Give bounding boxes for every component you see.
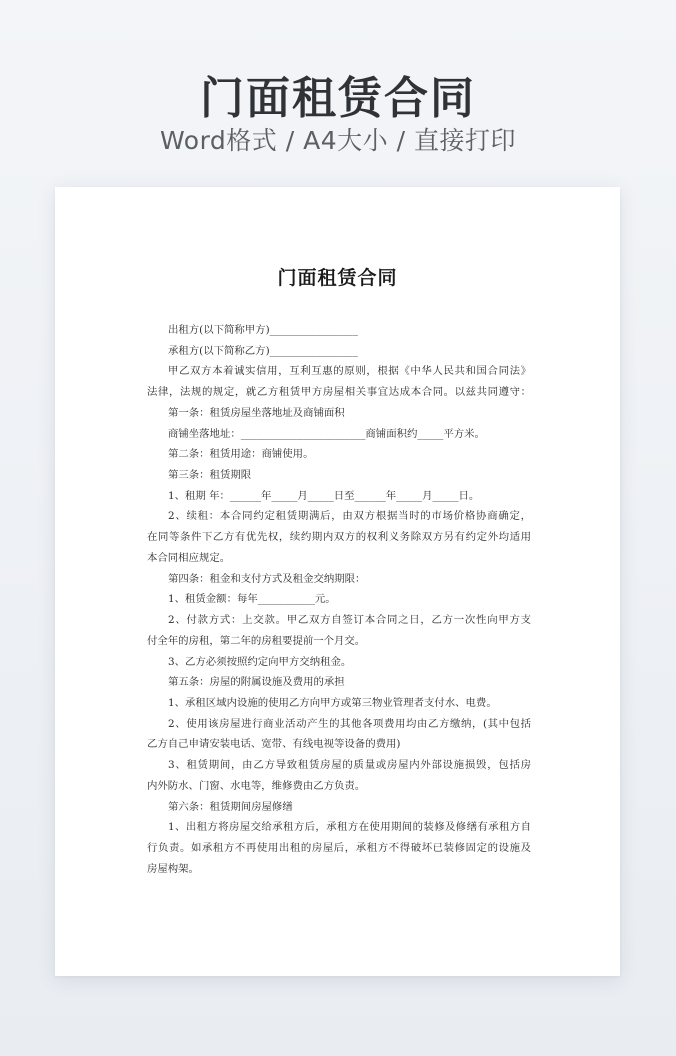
doc-line: 2、续租：本合同约定租赁期满后，由双方根据当时的市场价格协商确定， [168,510,531,523]
document-title: 门面租赁合同 [277,267,398,289]
page-title: 门面租赁合同 [200,73,476,124]
document-body [147,320,531,879]
doc-line: 2、使用该房屋进行商业活动产生的其他各项费用均由乙方缴纳，(其中包括 [168,717,531,730]
doc-line: 商铺坐落地址：________________________商铺面积约_____平方米。 [168,427,485,440]
doc-line: 在同等条件下乙方有优先权，续约期内双方的权利义务除双方另有约定外均适用 [147,531,531,544]
doc-line: 1、出租方将房屋交给承租方后，承租方在使用期间的装修及修缮有承租方自 [168,821,531,834]
doc-line: 第四条：租金和支付方式及租金交纳期限： [168,572,366,585]
page-subtitle: Word格式 / A4大小 / 直接打印 [160,126,516,155]
document-page [55,187,620,976]
doc-line: 3、乙方必须按照约定向甲方交纳租金。 [168,655,352,668]
doc-line: 法律，法规的规定，就乙方租赁甲方房屋相关事宜达成本合同。以兹共同遵守： [147,386,531,399]
doc-line: 本合同相应规定。 [147,551,231,564]
doc-line: 1、租期 年：______年_____月_____日至______年_____月_____日。 [168,489,480,502]
doc-line: 第六条：租赁期间房屋修缮 [168,800,293,813]
doc-line: 1、租赁金额：每年___________元。 [168,593,336,606]
doc-line: 付全年的房租，第二年的房租要提前一个月交。 [147,634,366,647]
doc-line: 3、租赁期间，由乙方导致租赁房屋的质量或房屋内外部设施损毁，包括房 [168,759,531,772]
doc-line: 1、承租区域内设施的使用乙方向甲方或第三物业管理者支付水、电费。 [168,696,497,709]
doc-line: 第五条：房屋的附属设施及费用的承担 [168,676,345,689]
doc-line: 2、付款方式：上交款。甲乙双方自签订本合同之日，乙方一次性向甲方支 [168,614,531,627]
doc-line: 第二条：租赁用途：商铺使用。 [168,448,314,461]
doc-line: 乙方自己申请安装电话、宽带、有线电视等设备的费用) [147,738,401,751]
doc-line: 甲乙双方本着诚实信用，互利互惠的原则，根据《中华人民共和国合同法》 [168,365,531,378]
doc-line: 承租方(以下简称乙方)_________________ [168,344,358,357]
doc-line: 出租方(以下简称甲方)_________________ [168,324,358,336]
doc-line: 房屋构架。 [147,862,199,875]
doc-line: 第一条：租赁房屋坐落地址及商铺面积 [168,406,345,419]
doc-line: 第三条：租赁期限 [168,469,252,482]
doc-line: 内外防水、门窗、水电等，维修费由乙方负责。 [147,779,366,792]
doc-line: 行负责。如承租方不再使用出租的房屋后，承租方不得破坏已装修固定的设施及 [147,841,531,854]
